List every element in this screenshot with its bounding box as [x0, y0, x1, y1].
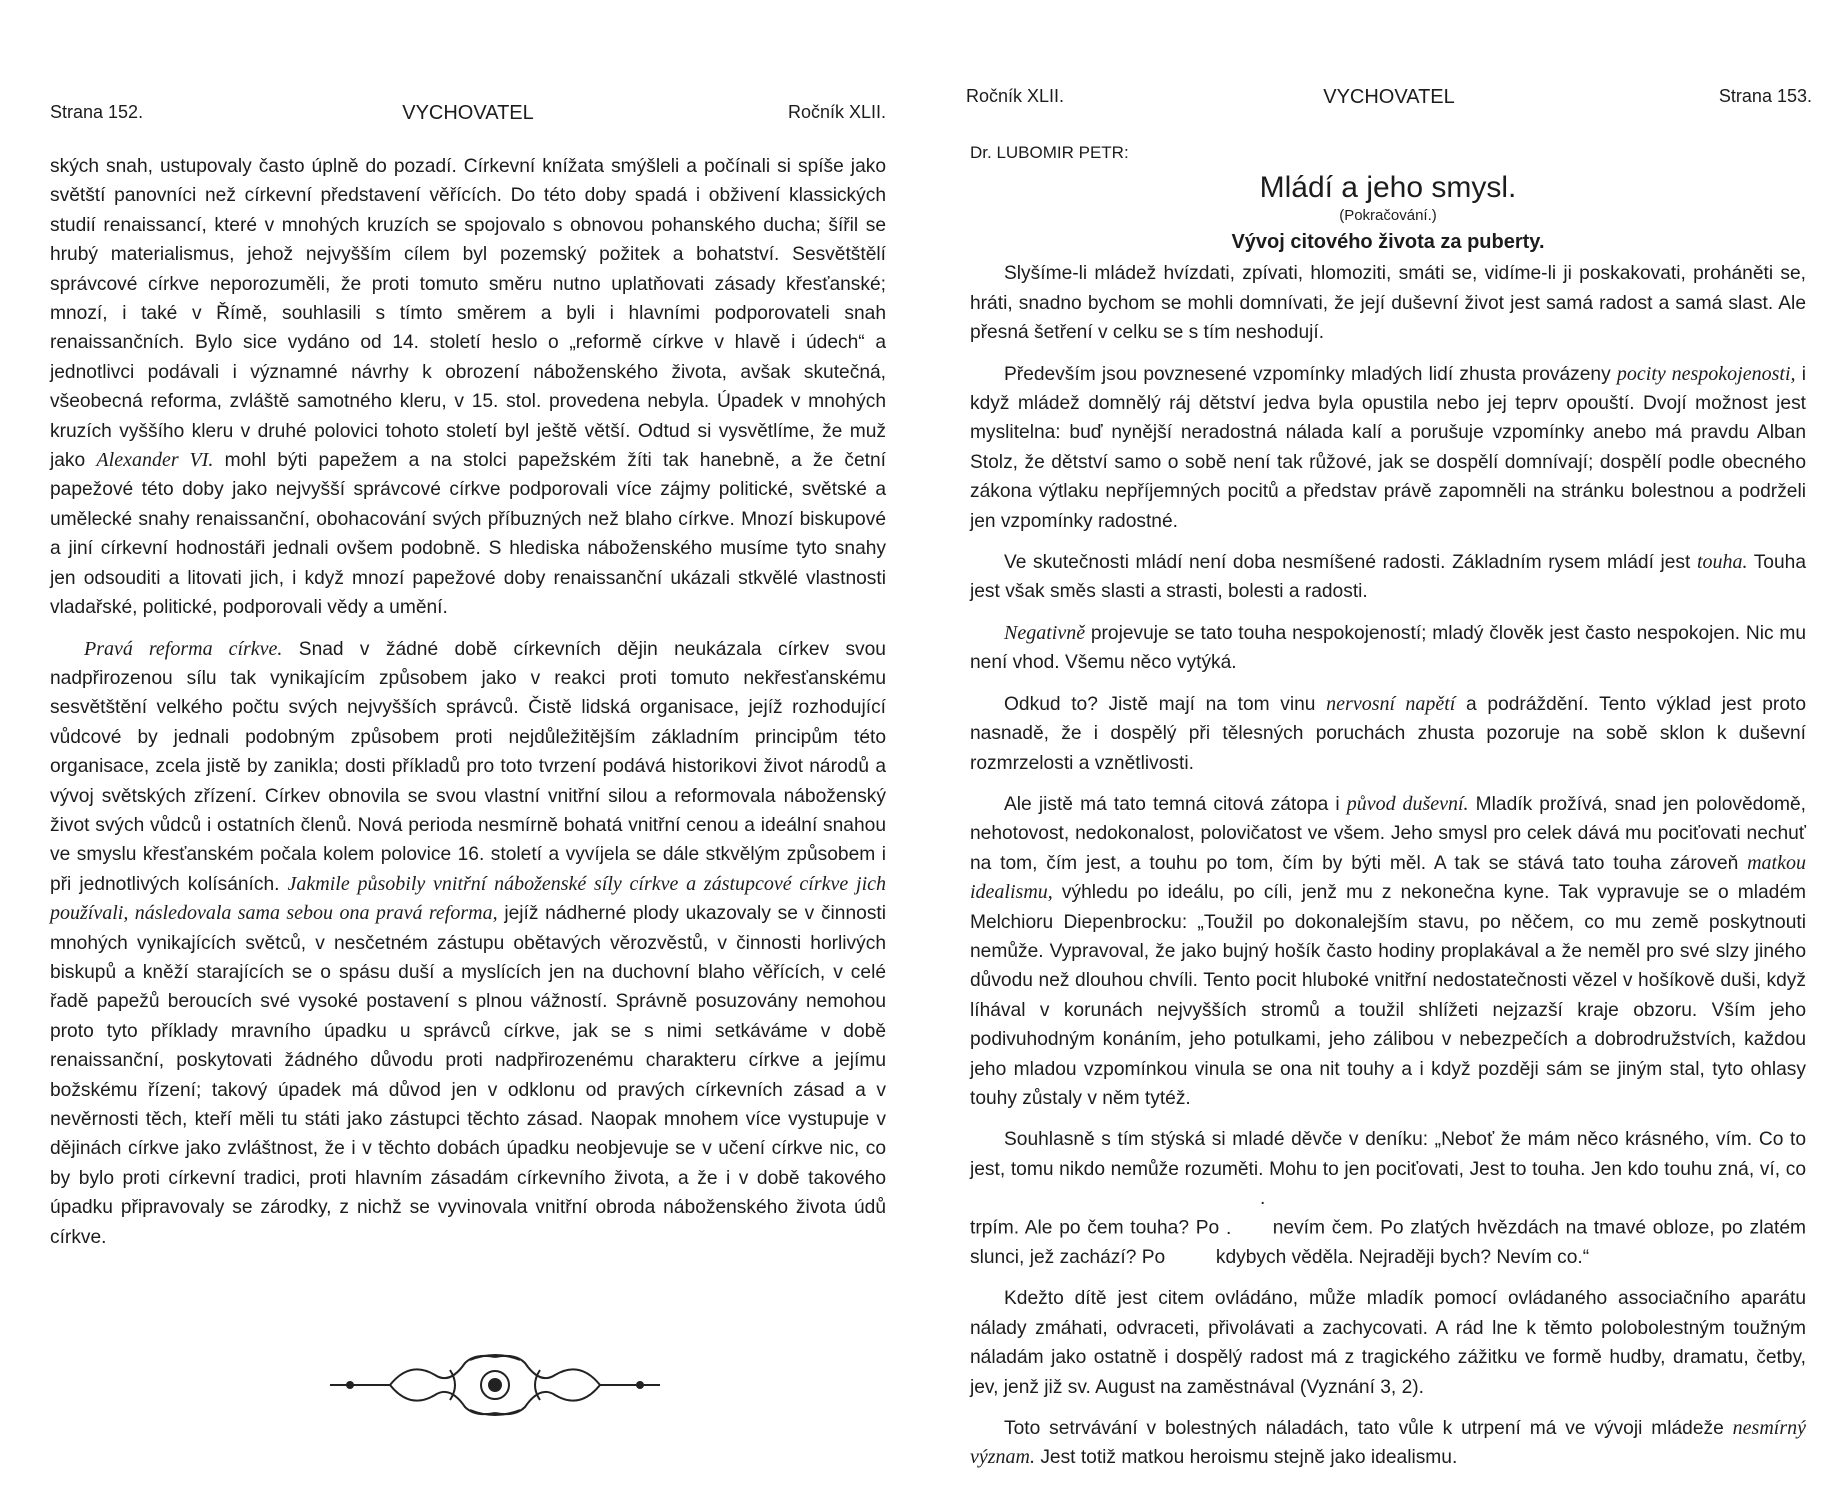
right-page: [916, 0, 1832, 1500]
article-subtitle: (Pokračování.): [1339, 207, 1437, 225]
left-running-header: [50, 102, 886, 132]
right-volume: Ročník XLII.: [966, 86, 1065, 106]
right-paragraph-1: Slyšíme-li mládež hvízdati, zpívati, hlomoziti, smáti se, vidíme-li ji poskakovati, proháněti se, hráti, snadno bychom se mohli domnívati, že její duševní život jest samá radost a samá slast. Ale přesná šetření v celku se s tím neshodují.: [970, 263, 1806, 344]
right-paragraph-3: Ve skutečnosti mládí není doba nesmíšené radosti. Základním rysem mládí jest touha. Touha jest však směs slasti a strasti, bolesti a radosti.: [970, 551, 1806, 603]
right-paragraph-5: Odkud to? Jistě mají na tom vinu nervosní napětí a podráždění. Tento výklad jest proto nasnadě, že i dospělý při tělesných poruchách zhusta pozoruje na sobě sklon k duševní rozmrzelosti a vznětlivosti.: [970, 692, 1806, 774]
alexander-vi: Alexander VI.: [96, 449, 214, 472]
right-page-number: Strana 153.: [1718, 86, 1812, 106]
right-running-header: [966, 86, 1812, 116]
right-text-column: [970, 138, 1806, 1473]
ornament-divider: [330, 1350, 660, 1420]
article-title: Mládí a jeho smysl.: [1259, 171, 1517, 205]
right-paragraph-4: Negativně projevuje se tato touha nespokojeností; mladý člověk jest často nespokojen. Nic mu není vhod. Všemu něco vytýká.: [970, 621, 1806, 674]
right-paragraph-2: Především jsou povznesené vzpomínky mladých lidí zhusta provázeny pocity nespokojenosti, i když mládež domnělý ráj dětství jedva byla opustila nebo jej teprv opouští. Dvojí možnost jest myslitelna: buď nynější neradostná nálada kalí a porušuje vzpomínky anebo má pravdu Alban Stolz, že dětství samo o sobě není tak růžové, jak se dospělí domnívají; dospělí podle obecného zákona výtlaku nepříjemných pocitů a představ právě zapomněli na stránku bolestnou a podrželi jen vzpomínky radostné.: [970, 362, 1806, 532]
left-volume: Ročník XLII.: [787, 102, 886, 122]
left-paragraph-2: Pravá reforma církve. Snad v žádné době církevních dějin neukázala církev svou nadpřirozenou sílu tak vynikajícím způsobem jako v reakci proti tomuto nekřesťanskému sesvětštění velkého počtu svých nejvyšších správců. Čistě lidská organisace, jejíž rozhodující vůdcové by jednali podobným způsobem proti nejdůležitějším základním principům této organisace, zcela jistě by zanikla; dosti příkladů pro toto tvrzení podává historikovi život národů a vývoj světských zřízení. Církev obnovila se svou vlastní vnitřní silou a reformovala náboženský život svých vůdců i ostatních členů. Nová perioda nesmírně bohatá vnitřní cenou a ideální snahou ve smyslu křesťanském počala kolem polovice 16. století a vyvíjela se dále stkvělým způsobem i při jednotlivých kolísáních. Jakmile působily vnitřní náboženské síly církve a zástupcové církve jich používali, následovala sama sebou ona pravá reforma, jejíž nádherné plody ukazovaly se v činnosti mnohých vynikajících světců, v nesčetném zástupu obětavých věrozvěstů, v činnosti horlivých biskupů a kněží starajících se o spásu duší a myslících jen na duchovní blaho věřících, v celé řadě papežů beroucích své vysoké postavení s plnou vážností. Správně posuzovány nemohou proto tyto příklady mravního úpadku u správců církve, jak se s nimi setkáváme v době renaissanční, poskytovati žádného důvodu proti nadpřirozenému charakteru církve a jejímu božskému řízení; takový úpadek má důvod jen v odklonu od pravých církevních zásad a v nevěrnosti těch, kteří měli tu státi jako zástupci těchto zásad. Naopak mnohem více vystupuje v dějinách církve jako zvláštnost, že i v těchto dobách úpadku neobjevuje se v učení církve nic, co by bylo proti církevní tradici, proti hlavním zásadám církevního života, a že i v době takového úpadku připravovaly se zárodky, z nichž se vyvinovala vnitřní obroda náboženského života údů církve.: [50, 637, 887, 1248]
article-author: Dr. LUBOMIR PETR:: [970, 143, 1129, 162]
left-journal-title: VYCHOVATEL: [402, 102, 534, 124]
left-paragraph-1: ských snah, ustupovaly často úplně do pozadí. Církevní knížata smýšleli a počínali si spíše jako světští panovníci než církevní představení věřících. Do této doby spadá i obživení klassických studií renaissancí, které v mnohých kruzích se spojovalo s obnovou pohanského ducha; šířil se hrubý materialismus, jehož nejvyšším cílem byl pozemský požitek a bohatství. Sesvětštělí správcové církve neporozuměli, že proti tomuto směru nutno uplatňovati zásady křesťanské; mnozí, i také v Římě, souhlasili s tímto směrem a byli i hlavními podporovateli snah renaissančních. Bylo sice vydáno od 14. století heslo o „reformě církve v hlavě i údech“ a jednotlivci podávali i významné návrhy k obrození náboženského života, avšak skutečná, všeobecná reforma, zvláště samotného kleru, v 15. stol. provedena nebyla. Úpadek v mnohých kruzích vyššího kleru v druhé polovici tohoto století byl ještě větší. Odtud si vysvětlíme, že muž jako Alexander VI. mohl býti papežem a na stolci papežském žíti tak hanebně, a že četní papežové této doby jako nejvyšší správcové církve podporovali více zájmy politické, světské a umělecké snahy renaissanční, obohacování svých příbuzných než blaho církve. Mnozí biskupové a jiní církevní hodnostáři jednali ovšem podobně. S hlediska náboženského musíme tyto snahy jen odsouditi a litovati jich, i když mnozí papežové doby renaissanční ukázali stkvělé vlastnosti vladařské, politické, podporovali vědy a umění.: [50, 156, 886, 619]
left-text-column: [50, 152, 886, 1252]
section-pravá-reforma: Pravá reforma církve.: [84, 637, 283, 660]
right-paragraph-8: Kdežto dítě jest citem ovládáno, může mladík pomocí ovládaného associačního aparátu nálady zmáhati, odvraceti, přivolávati a zachycovati. A rád lne k těmto polobolestným toužným náladám jako ostatně i dospělý radost má z tragického zážitku ve formě hudby, dramatu, četby, jev, jenž již sv. August na zaměstnával (Vyznání 3, 2).: [970, 1288, 1806, 1398]
left-page-number: Strana 152.: [50, 102, 144, 122]
right-journal-title: VYCHOVATEL: [1323, 86, 1455, 108]
right-paragraph-9: Toto setrvávání v bolestných náladách, tato vůle k utrpení má ve vývoji mládeže nesmírný význam. Jest totiž matkou heroismu stejně jako idealismu.: [970, 1417, 1806, 1469]
section-heading: Vývoj citového života za puberty.: [1231, 231, 1545, 254]
right-paragraph-7: Souhlasně s tím stýská si mladé děvče v deníku: „Neboť že mám něco krásného, vím. Co to jest, tomu nikdo nemůže rozuměti. Mohu to jen pociťovati, Jest to touha. Jen kdo touhu zná, ví, co trpím. Ale po čem touha? Po . . nevím čem. Po zlatých hvězdách na tmavé obloze, po zlatém slunci, jež zachází? Po kdybych věděla. Nejraději bych? Nevím co.“: [970, 1129, 1806, 1268]
right-paragraph-6: Ale jistě má tato temná citová zátopa i původ duševní. Mladík prožívá, snad jen polovědomě, nehotovost, nedokonalost, polovičatost ve všem. Jeho smysl pro celek dává mu pociťovati nechuť na tom, čím jest, a touhu po tom, čím by býti měl. A tak se stává tato touha zároveň matkou idealismu, výhledu po ideálu, po cíli, jenž mu z nekonečna kyne. Tak vypravuje se o mladém Melchioru Diepenbrocku: „Toužil po dokonalejším stavu, po něčem, co mu země poskytnouti nemůže. Vypravoval, že jako bujný hošík často hodiny proplakával a že neměl pro své slzy jiného důvodu než dlouhou chvíli. Tento pocit hluboké vnitřní nedostatečnosti vězel v hošíkově duši, když líhával v korunách nejvyšších stromů a toužil shlížeti nejzazší kraje obzoru. Vším jeho podivuhodným konáním, jeho potulkami, jeho zálibou v nebezpečích a dobrodružstvích, každou jeho mladou vzpomínkou vinula se ona nit touhy a i když později sám se jiným stal, tyto ohlasy touhy zůstaly v něm tytéž.: [970, 792, 1806, 1109]
